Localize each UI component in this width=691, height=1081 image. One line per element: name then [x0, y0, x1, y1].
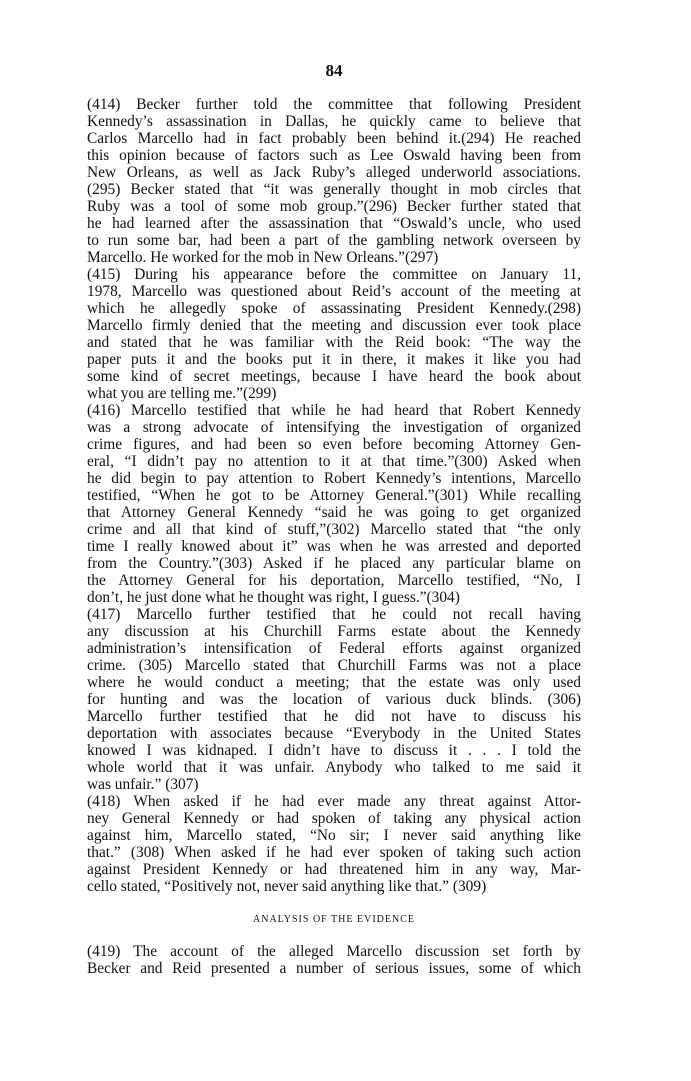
text-line: the Attorney General for his deportation, Marcello testified, “No, I [87, 572, 581, 589]
text-line: (418) When asked if he had ever made any threat against Attor- [87, 793, 581, 810]
text-line: crime. (305) Marcello stated that Churchill Farms was not a place [87, 657, 581, 674]
text-line: (414) Becker further told the committee that following President [87, 96, 581, 113]
text-line: which he allegedly spoke of assassinating President Kennedy.(298) [87, 300, 581, 317]
text-line: (295) Becker stated that “it was generally thought in mob circles that [87, 181, 581, 198]
text-line: any discussion at his Churchill Farms estate about the Kennedy [87, 623, 581, 640]
text-line: knowed I was kidnaped. I didn’t have to discuss it . . . I told the [87, 742, 581, 759]
text-line: for hunting and was the location of various duck blinds. (306) [87, 691, 581, 708]
text-line: New Orleans, as well as Jack Ruby’s alleged underworld associations. [87, 164, 581, 181]
text-line: Kennedy’s assassination in Dallas, he quickly came to believe that [87, 113, 581, 130]
text-line: Becker and Reid presented a number of serious issues, some of which [87, 960, 581, 977]
text-line: this opinion because of factors such as Lee Oswald having been from [87, 147, 581, 164]
text-line: some kind of secret meetings, because I have heard the book about [87, 368, 581, 385]
text-line: (416) Marcello testified that while he had heard that Robert Kennedy [87, 402, 581, 419]
text-line: (417) Marcello further testified that he could not recall having [87, 606, 581, 623]
section-heading: ANALYSIS OF THE EVIDENCE [253, 914, 415, 925]
text-line: where he would conduct a meeting; that the estate was only used [87, 674, 581, 691]
text-line: against him, Marcello stated, “No sir; I never said anything like [87, 827, 581, 844]
text-line: (419) The account of the alleged Marcello discussion set forth by [87, 943, 581, 960]
text-line: time I really knowed about it” was when he was arrested and deported [87, 538, 581, 555]
text-line: Ruby was a tool of some mob group.”(296) Becker further stated that [87, 198, 581, 215]
text-line: (415) During his appearance before the committee on January 11, [87, 266, 581, 283]
text-line: testified, “When he got to be Attorney General.”(301) While recalling [87, 487, 581, 504]
text-line: Marcello further testified that he did not have to discuss his [87, 708, 581, 725]
text-line: crime and all that kind of stuff,”(302) Marcello stated that “the only [87, 521, 581, 538]
text-line: 1978, Marcello was questioned about Reid’s account of the meeting at [87, 283, 581, 300]
section-body-text [87, 943, 581, 977]
text-line: deportation with associates because “Everybody in the United States [87, 725, 581, 742]
text-line: that Attorney General Kennedy “said he was going to get organized [87, 504, 581, 521]
text-line: ney General Kennedy or had spoken of taking any physical action [87, 810, 581, 827]
text-line: was a strong advocate of intensifying the investigation of organized [87, 419, 581, 436]
text-line: crime figures, and had been so even before becoming Attorney Gen- [87, 436, 581, 453]
text-line: against President Kennedy or had threatened him in any way, Mar- [87, 861, 581, 878]
text-line: Marcello. He worked for the mob in New Orleans.”(297) [87, 249, 439, 266]
text-line: administration’s intensification of Federal efforts against organized [87, 640, 581, 657]
text-line: to run some bar, had been a part of the gambling network overseen by [87, 232, 581, 249]
text-line: from the Country.”(303) Asked if he placed any particular blame on [87, 555, 581, 572]
text-line: Marcello firmly denied that the meeting and discussion ever took place [87, 317, 581, 334]
text-line: and stated that he was familiar with the Reid book: “The way the [87, 334, 581, 351]
text-line: whole world that it was unfair. Anybody who talked to me said it [87, 759, 581, 776]
text-line: he did begin to pay attention to Robert Kennedy’s intentions, Marcello [87, 470, 581, 487]
text-line: paper puts it and the books put it in there, it makes it like you had [87, 351, 581, 368]
page-number: 84 [325, 61, 343, 80]
text-line: cello stated, “Positively not, never said anything like that.” (309) [87, 878, 487, 895]
text-line: he had learned after the assassination that “Oswald’s uncle, who used [87, 215, 581, 232]
text-line: was unfair.” (307) [87, 776, 199, 793]
body-text [87, 96, 581, 895]
text-line: that.” (308) When asked if he had ever spoken of taking such action [87, 844, 581, 861]
text-line: Carlos Marcello had in fact probably been behind it.(294) He reached [87, 130, 581, 147]
text-line: don’t, he just done what he thought was right, I guess.”(304) [87, 589, 460, 606]
text-line: what you are telling me.”(299) [87, 385, 277, 402]
text-line: eral, “I didn’t pay no attention to it at that time.”(300) Asked when [87, 453, 581, 470]
